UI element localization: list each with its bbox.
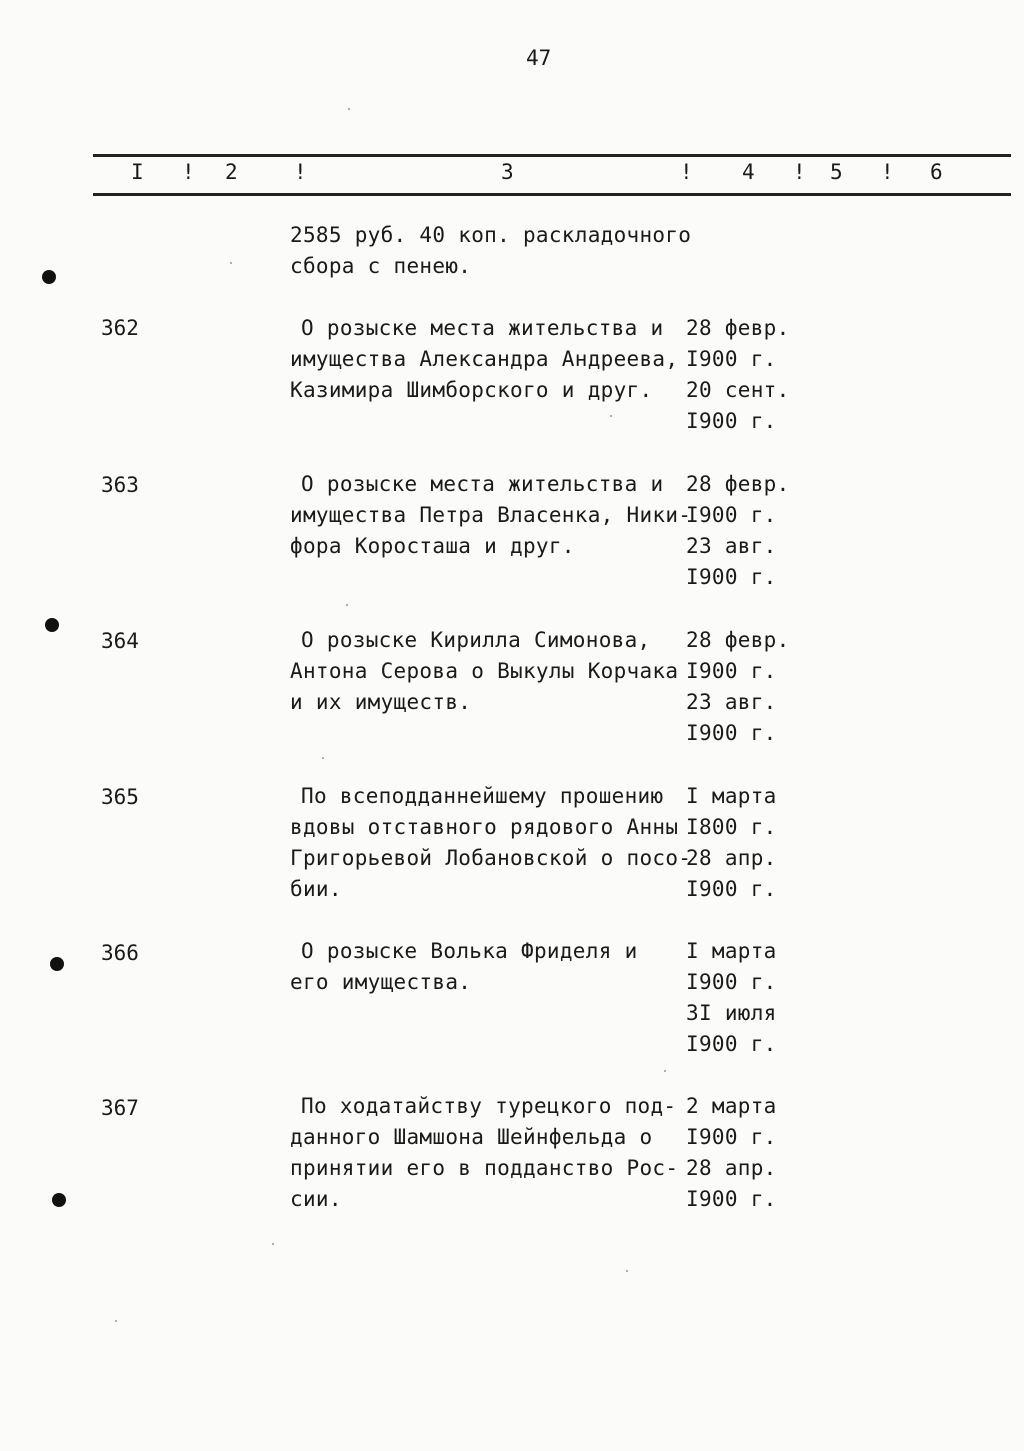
- header-col-5: 5: [830, 160, 843, 184]
- header-separator: !: [793, 160, 806, 184]
- entry-number: 363: [101, 473, 139, 497]
- entry-date: I900 г.: [686, 347, 777, 371]
- entry-date: 3I июля: [686, 1001, 777, 1025]
- entry-number: 367: [101, 1096, 139, 1120]
- entry-text-line: его имущества.: [290, 970, 472, 994]
- entry-text-line: сии.: [290, 1187, 342, 1211]
- header-separator: !: [680, 160, 693, 184]
- entry-text-line: фора Коросташа и друг.: [290, 534, 575, 558]
- header-separator: !: [182, 160, 195, 184]
- entry-number: 366: [101, 941, 139, 965]
- scan-speck: [664, 1070, 666, 1072]
- entry-number: 364: [101, 629, 139, 653]
- entry-text-line: бии.: [290, 877, 342, 901]
- text-line: 2585 руб. 40 коп. раскладочного: [290, 223, 692, 247]
- header-col-2: 2: [225, 160, 238, 184]
- entry-date: 20 сент.: [686, 378, 790, 402]
- entry-date: 23 авг.: [686, 690, 777, 714]
- scan-speck: [348, 108, 350, 110]
- entry-text-line: О розыске Волька Фриделя и: [301, 939, 638, 963]
- binding-hole-mark: [50, 957, 64, 971]
- entry-text-line: По ходатайству турецкого под-: [301, 1094, 677, 1118]
- entry-number: 362: [101, 316, 139, 340]
- entry-text-line: Антона Серова о Выкулы Корчака: [290, 659, 679, 683]
- header-rule-bottom: [93, 193, 1011, 196]
- entry-date: 28 февр.: [686, 628, 790, 652]
- entry-text-line: О розыске места жительства и: [301, 316, 664, 340]
- entry-date: 28 апр.: [686, 846, 777, 870]
- scan-speck: [230, 262, 232, 264]
- text-line: сбора с пенею.: [290, 254, 472, 278]
- entry-date: 28 апр.: [686, 1156, 777, 1180]
- header-separator: !: [881, 160, 894, 184]
- entry-date: I900 г.: [686, 503, 777, 527]
- scan-speck: [626, 1270, 628, 1272]
- entry-text-line: О розыске Кирилла Симонова,: [301, 628, 651, 652]
- entry-date: I800 г.: [686, 815, 777, 839]
- entry-text-line: По всеподданнейшему прошению: [301, 784, 664, 808]
- entry-date: I900 г.: [686, 409, 777, 433]
- entry-date: I900 г.: [686, 1187, 777, 1211]
- header-separator: !: [294, 160, 307, 184]
- entry-date: I марта: [686, 784, 777, 808]
- entry-date: I900 г.: [686, 1125, 777, 1149]
- entry-text-line: Григорьевой Лобановской о посо-: [290, 846, 692, 870]
- entry-text-line: принятии его в подданство Рос-: [290, 1156, 679, 1180]
- binding-hole-mark: [42, 270, 56, 284]
- entry-number: 365: [101, 785, 139, 809]
- entry-text-line: Казимира Шимборского и друг.: [290, 378, 653, 402]
- entry-date: I900 г.: [686, 970, 777, 994]
- entry-date: I900 г.: [686, 659, 777, 683]
- binding-hole-mark: [52, 1193, 66, 1207]
- entry-date: I марта: [686, 939, 777, 963]
- entry-text-line: и их имуществ.: [290, 690, 472, 714]
- scan-speck: [115, 1320, 117, 1322]
- page-number: 47: [526, 46, 552, 70]
- entry-text-line: О розыске места жительства и: [301, 472, 664, 496]
- header-col-4: 4: [742, 160, 755, 184]
- header-col-3: 3: [501, 160, 514, 184]
- scan-speck: [346, 604, 348, 606]
- entry-date: I900 г.: [686, 877, 777, 901]
- header-rule-top: [93, 154, 1011, 157]
- scan-speck: [322, 757, 324, 759]
- binding-hole-mark: [45, 618, 59, 632]
- entry-text-line: вдовы отставного рядового Анны: [290, 815, 679, 839]
- header-col-1: I: [131, 160, 144, 184]
- entry-date: I900 г.: [686, 1032, 777, 1056]
- entry-text-line: имущества Александра Андреева,: [290, 347, 679, 371]
- entry-text-line: имущества Петра Власенка, Ники-: [290, 503, 692, 527]
- scan-speck: [272, 1243, 274, 1245]
- entry-date: 28 февр.: [686, 316, 790, 340]
- scan-speck: [610, 415, 612, 417]
- header-col-6: 6: [930, 160, 943, 184]
- entry-date: 23 авг.: [686, 534, 777, 558]
- entry-date: 28 февр.: [686, 472, 790, 496]
- entry-text-line: данного Шамшона Шейнфельда о: [290, 1125, 653, 1149]
- entry-date: I900 г.: [686, 565, 777, 589]
- entry-date: I900 г.: [686, 721, 777, 745]
- entry-date: 2 марта: [686, 1094, 777, 1118]
